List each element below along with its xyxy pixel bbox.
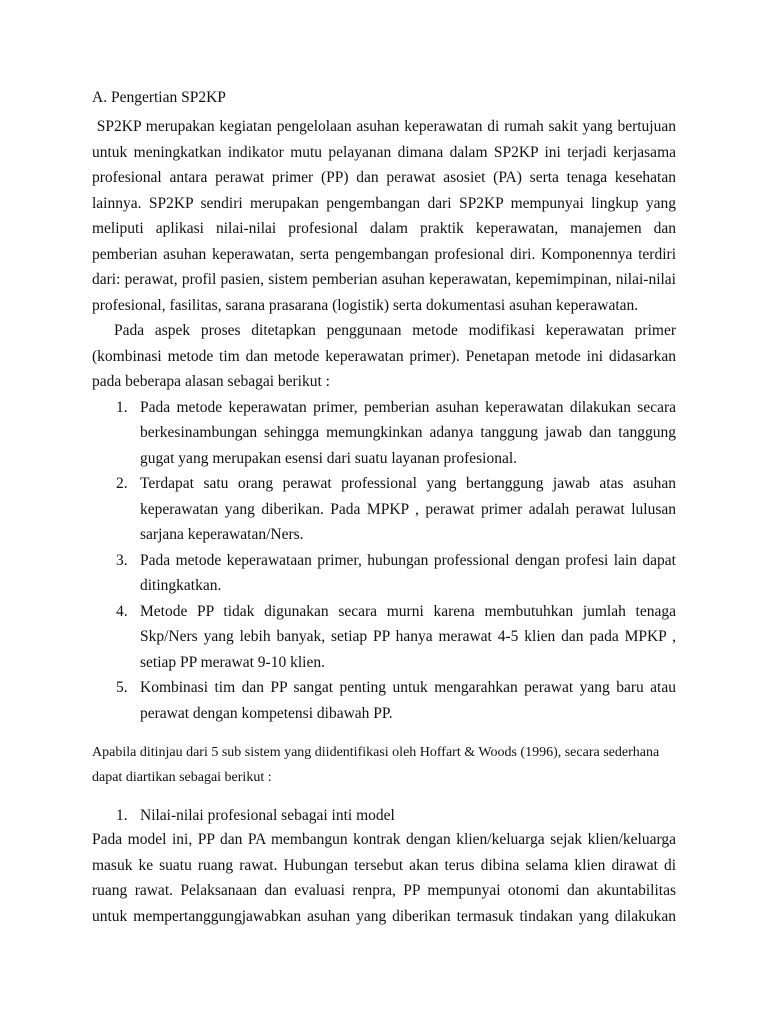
list-item — [92, 395, 676, 472]
list-item — [92, 548, 676, 599]
list-item-number: 1. — [116, 398, 128, 416]
list-item-text: Pada metode keperawatan primer, pemberian asuhan keperawatan dilakukan secara berkesinambungan sehingga memungkinkan adanya tanggung jawab dan tanggung gugat yang merupakan esensi dari suatu layanan profesional. — [140, 398, 676, 467]
list-item-text: Kombinasi tim dan PP sangat penting untuk mengarahkan perawat yang baru atau perawat dengan kompetensi dibawah PP. — [140, 679, 676, 722]
list-item-text: Terdapat satu orang perawat professional yang bertanggung jawab atas asuhan keperawatan yang diberikan. Pada MPKP , perawat primer adalah perawat lulusan sarjana keperawatan/Ners. — [140, 475, 676, 543]
document-page — [92, 88, 680, 929]
list-item-number: 2. — [116, 475, 128, 492]
paragraph-subsystems-intro: Apabila ditinjau dari 5 sub sistem yang diidentifikasi oleh Hoffart & Woods (1996), secara sederhana dapat diartikan sebagai berikut : — [92, 745, 660, 785]
sub-item-heading — [92, 805, 676, 827]
list-item — [92, 675, 676, 726]
reasons-list — [92, 395, 676, 727]
paragraph-process-aspect: Pada aspek proses ditetapkan penggunaan metode modifikasi keperawatan primer (kombinasi metode tim dan metode keperawatan primer). Penetapan metode ini didasarkan pada beberapa alasan sebagai berikut : — [92, 322, 676, 390]
list-item-text: Metode PP tidak digunakan secara murni karena membutuhkan jumlah tenaga Skp/Ners yang lebih banyak, setiap PP hanya merawat 4-5 klien dan pada MPKP , setiap PP merawat 9-10 klien. — [140, 602, 676, 671]
list-item-number: 5. — [116, 679, 128, 696]
paragraph-professional-values: Pada model ini, PP dan PA membangun kontrak dengan klien/keluarga sejak klien/keluarga masuk ke suatu ruang rawat. Hubungan tersebut akan terus dibina selama klien dirawat di ruang rawat. Pelaksanaan dan evaluasi renpra, PP mempunyai otonomi dan akuntabilitas untuk mempertanggungjawabkan asuhan yang diberikan termasuk tindakan yang dilakukan — [92, 831, 676, 925]
sub-item-number: 1. — [116, 807, 128, 824]
list-item-number: 4. — [116, 602, 128, 620]
sub-item-title: Nilai-nilai profesional sebagai inti model — [140, 807, 395, 824]
list-item-text: Pada metode keperawataan primer, hubungan professional dengan profesi lain dapat ditingkatkan. — [140, 551, 676, 594]
section-heading: A. Pengertian SP2KP — [92, 89, 226, 106]
list-item-number: 3. — [116, 551, 128, 569]
list-item — [92, 471, 676, 548]
list-item — [92, 599, 676, 676]
paragraph-definition: SP2KP merupakan kegiatan pengelolaan asuhan keperawatan di rumah sakit yang bertujuan untuk meningkatkan indikator mutu pelayanan dimana dalam SP2KP ini terjadi kerjasama profesional antara perawat primer (PP) dan perawat asosiet (PA) serta tenaga kesehatan lainnya. SP2KP sendiri merupakan pengembangan dari SP2KP mempunyai lingkup yang meliputi aplikasi nilai-nilai profesional dalam praktik keperawatan, manajemen dan pemberian asuhan keperawatan, serta pengembangan profesional diri. Komponennya terdiri dari: perawat, profil pasien, sistem pemberian asuhan keperawatan, kepemimpinan, nilai-nilai profesional, fasilitas, sarana prasarana (logistik) serta dokumentasi asuhan keperawatan. — [92, 118, 680, 314]
